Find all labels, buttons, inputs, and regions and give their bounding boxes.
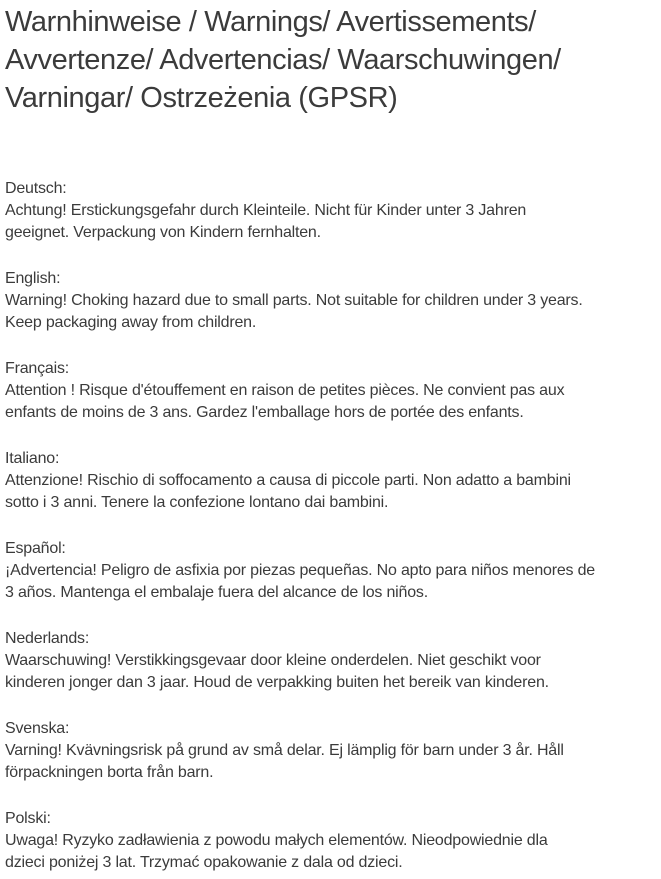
page-title: Warnhinweise / Warnings/ Avertissements/ Avvertenze/ Advertencias/ Waarschuwingen/ Varningar/ Ostrzeżenia (GPSR)	[5, 6, 561, 114]
language-label-deutsch: Deutsch:	[5, 180, 67, 197]
warning-text-line: Attention ! Risque d'étouffement en raison de petites pièces. Ne convient pas aux	[5, 382, 565, 399]
warning-section-english	[5, 268, 661, 334]
language-label-english: English:	[5, 270, 61, 287]
warning-text-line: Attenzione! Rischio di soffocamento a causa di piccole parti. Non adatto a bambini	[5, 472, 571, 489]
warning-text-line: Uwaga! Ryzyko zadławienia z powodu małych elementów. Nieodpowiednie dla	[5, 832, 548, 849]
language-label-nederlands: Nederlands:	[5, 630, 90, 647]
warning-text-line: sotto i 3 anni. Tenere la confezione lontano dai bambini.	[5, 494, 389, 511]
language-label-svenska: Svenska:	[5, 720, 70, 737]
warning-section-deutsch	[5, 178, 661, 244]
warning-text-line: Warning! Choking hazard due to small parts. Not suitable for children under 3 years.	[5, 292, 583, 309]
warning-text-line: förpackningen borta från barn.	[5, 764, 214, 781]
language-label-italiano: Italiano:	[5, 450, 60, 467]
warning-section-svenska	[5, 718, 661, 784]
language-label-polski: Polski:	[5, 810, 51, 827]
warning-section-nederlands	[5, 628, 661, 694]
warning-section-polski	[5, 808, 661, 874]
warning-text-line: kinderen jonger dan 3 jaar. Houd de verpakking buiten het bereik van kinderen.	[5, 674, 549, 691]
warning-section-italiano	[5, 448, 661, 514]
language-label-francais: Français:	[5, 360, 69, 377]
warning-section-espanol	[5, 538, 661, 604]
warning-text-line: Waarschuwing! Verstikkingsgevaar door kleine onderdelen. Niet geschikt voor	[5, 652, 541, 669]
warning-text-line: dzieci poniżej 3 lat. Trzymać opakowanie z dala od dzieci.	[5, 854, 403, 871]
warning-text-line: Varning! Kvävningsrisk på grund av små delar. Ej lämplig för barn under 3 år. Håll	[5, 742, 564, 759]
warning-text-line: 3 años. Mantenga el embalaje fuera del alcance de los niños.	[5, 584, 428, 601]
language-label-espanol: Español:	[5, 540, 66, 557]
warning-text-line: enfants de moins de 3 ans. Gardez l'emballage hors de portée des enfants.	[5, 404, 524, 421]
warning-text-line: geeignet. Verpackung von Kindern fernhalten.	[5, 224, 321, 241]
warning-section-francais	[5, 358, 661, 424]
warning-text-line: Keep packaging away from children.	[5, 314, 257, 331]
warning-text-line: Achtung! Erstickungsgefahr durch Kleinteile. Nicht für Kinder unter 3 Jahren	[5, 202, 527, 219]
warning-text-line: ¡Advertencia! Peligro de asfixia por piezas pequeñas. No apto para niños menores de	[5, 562, 595, 579]
